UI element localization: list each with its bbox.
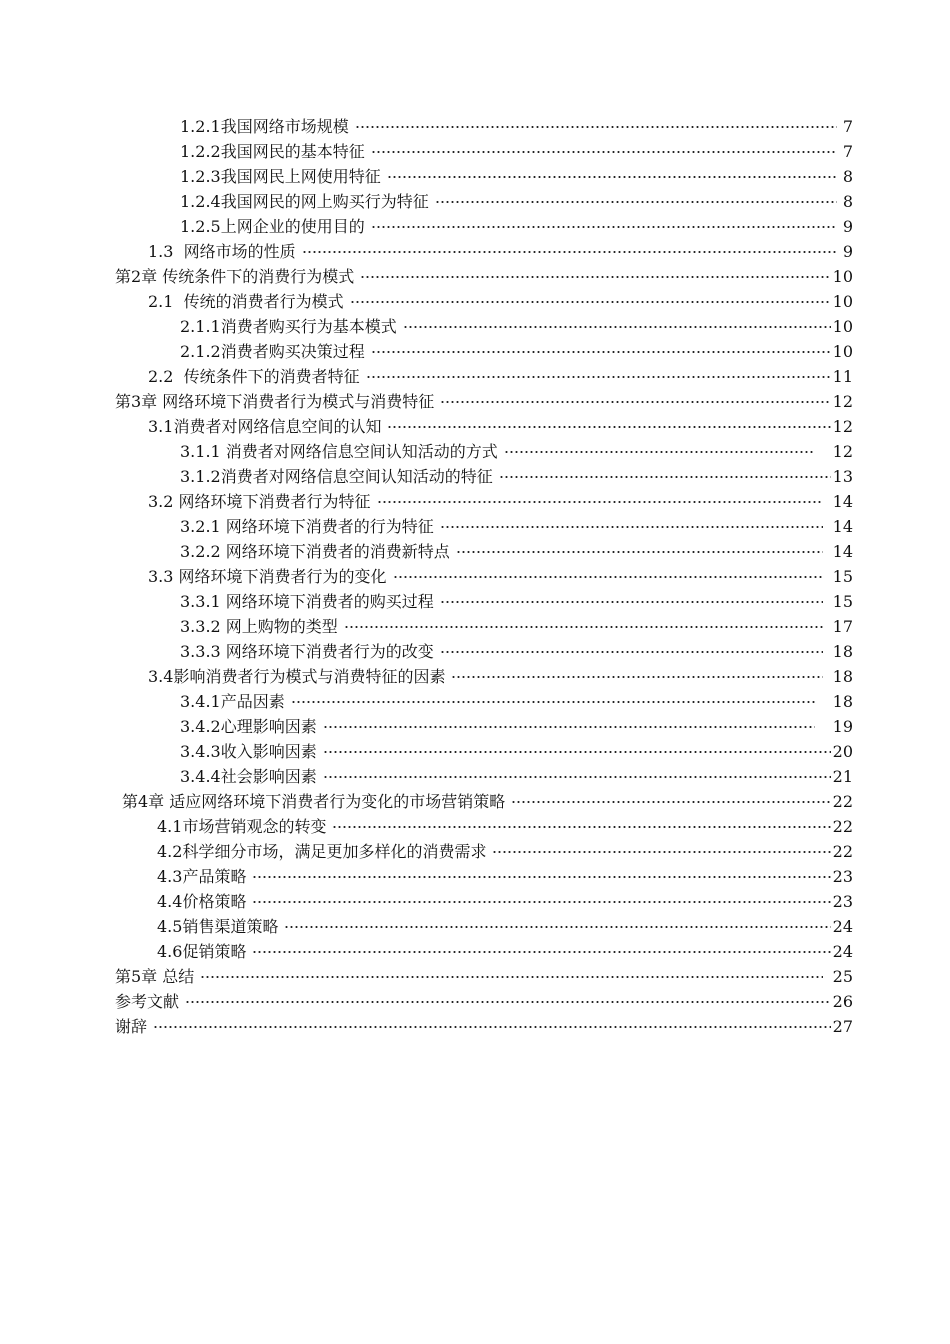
toc-entry[interactable] bbox=[115, 988, 853, 1012]
toc-entry-title: 1.2.2我国网民的基本特征 bbox=[180, 142, 365, 161]
toc-entry-title: 3.4.4社会影响因素 bbox=[180, 767, 317, 786]
toc-entry-page: 14 bbox=[832, 517, 853, 536]
toc-entry-page: 10 bbox=[832, 317, 853, 336]
toc-entry-page: 11 bbox=[832, 367, 853, 386]
dot-leader bbox=[387, 171, 837, 183]
toc-entry-title: 谢辞 bbox=[115, 1017, 148, 1036]
toc-entry-title: 1.3 网络市场的性质 bbox=[148, 242, 296, 261]
toc-entry-page: 14 bbox=[832, 492, 853, 511]
toc-entry-page: 8 bbox=[842, 167, 853, 186]
toc-entry[interactable] bbox=[180, 538, 853, 562]
toc-entry-title: 3.4.3收入影响因素 bbox=[180, 742, 317, 761]
dot-leader bbox=[371, 346, 831, 358]
toc-entry-title: 1.2.1我国网络市场规模 bbox=[180, 117, 349, 136]
toc-entry-title: 3.3.3 网络环境下消费者行为的改变 bbox=[180, 642, 434, 661]
dot-leader bbox=[377, 496, 823, 508]
toc-entry-page: 9 bbox=[842, 217, 853, 236]
dot-leader bbox=[387, 421, 830, 433]
toc-entry[interactable] bbox=[148, 563, 853, 587]
toc-entry[interactable] bbox=[157, 863, 853, 887]
toc-entry-title: 2.1.1消费者购买行为基本模式 bbox=[180, 317, 397, 336]
dot-leader bbox=[492, 846, 830, 858]
toc-entry[interactable] bbox=[180, 163, 853, 187]
toc-entry-page: 23 bbox=[832, 892, 853, 911]
toc-entry-title: 3.1.2消费者对网络信息空间认知活动的特征 bbox=[180, 467, 493, 486]
toc-entry-page: 18 bbox=[832, 692, 853, 711]
toc-entry-page: 12 bbox=[832, 442, 853, 461]
toc-entry-title: 4.4价格策略 bbox=[157, 892, 247, 911]
toc-entry-title: 3.2.2 网络环境下消费者的消费新特点 bbox=[180, 542, 450, 561]
toc-entry-page: 24 bbox=[832, 942, 853, 961]
dot-leader bbox=[185, 996, 831, 1008]
toc-entry-title: 1.2.5上网企业的使用目的 bbox=[180, 217, 365, 236]
toc-entry-title: 2.1 传统的消费者行为模式 bbox=[148, 292, 344, 311]
toc-entry-page: 25 bbox=[832, 967, 853, 986]
toc-entry-page: 23 bbox=[832, 867, 853, 886]
toc-entry-title: 3.1消费者对网络信息空间的认知 bbox=[148, 417, 382, 436]
toc-entry[interactable] bbox=[148, 288, 853, 312]
dot-leader bbox=[371, 221, 837, 233]
dot-leader bbox=[153, 1021, 831, 1033]
toc-entry-page: 22 bbox=[832, 817, 853, 836]
toc-entry[interactable] bbox=[180, 213, 853, 237]
toc-entry[interactable] bbox=[180, 338, 853, 362]
toc-entry-page: 17 bbox=[832, 617, 853, 636]
toc-entry-title: 3.4.1产品因素 bbox=[180, 692, 285, 711]
toc-entry-page: 15 bbox=[832, 567, 853, 586]
toc-entry-page: 19 bbox=[832, 717, 853, 736]
dot-leader bbox=[200, 971, 822, 983]
toc-entry-title: 1.2.3我国网民上网使用特征 bbox=[180, 167, 381, 186]
toc-entry-page: 7 bbox=[842, 117, 853, 136]
dot-leader bbox=[323, 771, 831, 783]
toc-entry-page: 14 bbox=[832, 542, 853, 561]
toc-entry[interactable] bbox=[148, 363, 853, 387]
dot-leader bbox=[284, 921, 830, 933]
toc-entry[interactable] bbox=[180, 138, 853, 162]
dot-leader bbox=[323, 746, 831, 758]
toc-entry[interactable] bbox=[157, 888, 853, 912]
toc-entry-title: 2.1.2消费者购买决策过程 bbox=[180, 342, 365, 361]
dot-leader bbox=[355, 121, 837, 133]
toc-entry-page: 8 bbox=[842, 192, 853, 211]
toc-entry-title: 4.2科学细分市场，满足更加多样化的消费需求 bbox=[157, 842, 487, 861]
toc-entry[interactable] bbox=[148, 413, 853, 437]
toc-entry-page: 12 bbox=[832, 417, 853, 436]
dot-leader bbox=[344, 621, 823, 633]
toc-entry[interactable] bbox=[180, 113, 853, 137]
dot-leader bbox=[403, 321, 831, 333]
dot-leader bbox=[440, 646, 823, 658]
toc-entry[interactable] bbox=[148, 488, 853, 512]
dot-leader bbox=[456, 546, 823, 558]
toc-entry[interactable] bbox=[115, 963, 853, 987]
toc-entry[interactable] bbox=[148, 663, 853, 687]
dot-leader bbox=[511, 796, 830, 808]
toc-entry-title: 3.3.1 网络环境下消费者的购买过程 bbox=[180, 592, 434, 611]
toc-entry-page: 27 bbox=[832, 1017, 853, 1036]
toc-entry-page: 15 bbox=[832, 592, 853, 611]
toc-entry[interactable] bbox=[115, 263, 853, 287]
toc-entry-title: 4.3产品策略 bbox=[157, 867, 247, 886]
toc-entry-title: 3.4.2心理影响因素 bbox=[180, 717, 317, 736]
toc-entry-title: 4.1市场营销观念的转变 bbox=[157, 817, 327, 836]
dot-leader bbox=[440, 521, 823, 533]
toc-entry-title: 2.2 传统条件下的消费者特征 bbox=[148, 367, 360, 386]
dot-leader bbox=[393, 571, 823, 583]
toc-entry-title: 3.3 网络环境下消费者行为的变化 bbox=[148, 567, 387, 586]
toc-entry[interactable] bbox=[180, 688, 853, 712]
toc-entry[interactable] bbox=[157, 913, 853, 937]
toc-entry[interactable] bbox=[180, 613, 853, 637]
dot-leader bbox=[504, 446, 815, 458]
toc-entry[interactable] bbox=[180, 763, 853, 787]
toc-entry-page: 10 bbox=[832, 342, 853, 361]
dot-leader bbox=[323, 721, 815, 733]
toc-entry-page: 18 bbox=[832, 667, 853, 686]
toc-entry[interactable] bbox=[157, 813, 853, 837]
dot-leader bbox=[252, 871, 830, 883]
toc-entry-title: 4.6促销策略 bbox=[157, 942, 247, 961]
toc-entry-page: 10 bbox=[832, 267, 853, 286]
toc-entry-title: 第3章 网络环境下消费者行为模式与消费特征 bbox=[115, 392, 435, 411]
toc-entry[interactable] bbox=[180, 588, 853, 612]
dot-leader bbox=[440, 396, 830, 408]
toc-entry-title: 4.5销售渠道策略 bbox=[157, 917, 279, 936]
toc-entry[interactable] bbox=[115, 1013, 853, 1037]
dot-leader bbox=[291, 696, 815, 708]
dot-leader bbox=[435, 196, 837, 208]
toc-entry[interactable] bbox=[122, 788, 853, 812]
toc-entry[interactable] bbox=[180, 463, 853, 487]
dot-leader bbox=[252, 946, 830, 958]
dot-leader bbox=[302, 246, 837, 258]
toc-entry[interactable] bbox=[115, 388, 853, 412]
toc-entry-title: 3.1.1 消费者对网络信息空间认知活动的方式 bbox=[180, 442, 498, 461]
dot-leader bbox=[440, 596, 823, 608]
dot-leader bbox=[360, 271, 830, 283]
toc-entry[interactable] bbox=[180, 638, 853, 662]
dot-leader bbox=[252, 896, 830, 908]
dot-leader bbox=[371, 146, 837, 158]
toc-entry-page: 13 bbox=[832, 467, 853, 486]
toc-entry-title: 3.3.2 网上购物的类型 bbox=[180, 617, 338, 636]
toc-entry[interactable] bbox=[180, 738, 853, 762]
toc-entry[interactable] bbox=[148, 238, 853, 262]
toc-entry-page: 24 bbox=[832, 917, 853, 936]
toc-entry-page: 18 bbox=[832, 642, 853, 661]
toc-entry[interactable] bbox=[157, 938, 853, 962]
toc-entry-title: 参考文献 bbox=[115, 992, 180, 1011]
toc-entry[interactable] bbox=[157, 838, 853, 862]
toc-entry[interactable] bbox=[180, 513, 853, 537]
toc-entry-page: 9 bbox=[842, 242, 853, 261]
toc-entry-title: 1.2.4我国网民的网上购买行为特征 bbox=[180, 192, 429, 211]
dot-leader bbox=[366, 371, 831, 383]
toc-entry[interactable] bbox=[180, 713, 853, 737]
toc-entry-title: 第5章 总结 bbox=[115, 967, 195, 986]
toc-entry-page: 26 bbox=[832, 992, 853, 1011]
toc-entry-page: 12 bbox=[832, 392, 853, 411]
toc-entry-title: 第2章 传统条件下的消费行为模式 bbox=[115, 267, 355, 286]
toc-entry-title: 第4章 适应网络环境下消费者行为变化的市场营销策略 bbox=[122, 792, 506, 811]
toc-entry[interactable] bbox=[180, 438, 853, 462]
toc-entry-title: 3.2 网络环境下消费者行为特征 bbox=[148, 492, 371, 511]
dot-leader bbox=[499, 471, 831, 483]
toc-entry-page: 22 bbox=[832, 792, 853, 811]
toc-entry-title: 3.2.1 网络环境下消费者的行为特征 bbox=[180, 517, 434, 536]
dot-leader bbox=[332, 821, 830, 833]
toc-entry-page: 10 bbox=[832, 292, 853, 311]
toc-entry-title: 3.4影响消费者行为模式与消费特征的因素 bbox=[148, 667, 446, 686]
toc-entry-page: 7 bbox=[842, 142, 853, 161]
dot-leader bbox=[350, 296, 831, 308]
toc-entry[interactable] bbox=[180, 188, 853, 212]
toc-entry-page: 22 bbox=[832, 842, 853, 861]
toc-entry-page: 20 bbox=[832, 742, 853, 761]
dot-leader bbox=[451, 671, 822, 683]
toc-entry[interactable] bbox=[180, 313, 853, 337]
toc-entry-page: 21 bbox=[832, 767, 853, 786]
